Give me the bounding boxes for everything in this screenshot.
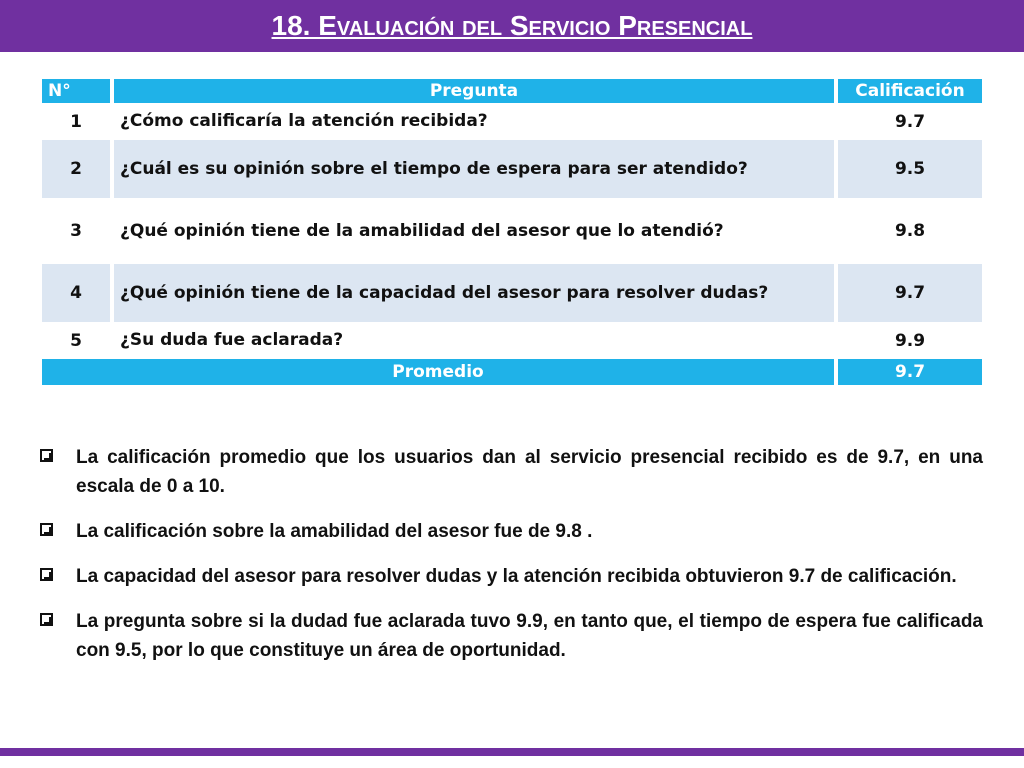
bullet-text: La calificación sobre la amabilidad del asesor fue de 9.8 .	[76, 521, 593, 542]
header-number: N°	[42, 79, 110, 103]
findings-list	[38, 443, 983, 681]
row-score: 9.7	[838, 107, 982, 136]
average-label: Promedio	[42, 359, 834, 385]
average-score: 9.7	[838, 359, 982, 385]
slide-title: 18. Evaluación del Servicio Presencial	[271, 10, 753, 41]
table-row	[42, 264, 982, 322]
row-score: 9.8	[838, 202, 982, 260]
header-question: Pregunta	[114, 79, 834, 103]
table-row	[42, 326, 982, 355]
row-number: 5	[42, 326, 110, 355]
table-header-row	[42, 79, 982, 103]
table-row	[42, 202, 982, 260]
header-score: Calificación	[838, 79, 982, 103]
row-number: 3	[42, 202, 110, 260]
row-question: ¿Cuál es su opinión sobre el tiempo de espera para ser atendido?	[114, 140, 834, 198]
row-question: ¿Qué opinión tiene de la amabilidad del asesor que lo atendió?	[114, 202, 834, 260]
row-number: 4	[42, 264, 110, 322]
average-row	[42, 359, 982, 385]
row-question: ¿Su duda fue aclarada?	[114, 326, 834, 355]
checkbox-bullet-icon	[40, 613, 53, 626]
list-item	[38, 517, 983, 546]
row-score: 9.9	[838, 326, 982, 355]
footer-bar	[0, 748, 1024, 756]
bullet-text: La calificación promedio que los usuarios dan al servicio presencial recibido es de 9.7, en una escala de 0 a 10.	[76, 447, 983, 497]
bullet-text: La capacidad del asesor para resolver dudas y la atención recibida obtuvieron 9.7 de calificación.	[76, 566, 957, 587]
table-row	[42, 140, 982, 198]
list-item	[38, 607, 983, 665]
survey-table-container	[38, 75, 986, 389]
list-item	[38, 443, 983, 501]
row-number: 1	[42, 107, 110, 136]
list-item	[38, 562, 983, 591]
survey-table	[38, 75, 986, 389]
checkbox-bullet-icon	[40, 568, 53, 581]
row-number: 2	[42, 140, 110, 198]
checkbox-bullet-icon	[40, 449, 53, 462]
row-score: 9.5	[838, 140, 982, 198]
row-question: ¿Cómo calificaría la atención recibida?	[114, 107, 834, 136]
bullet-text: La pregunta sobre si la dudad fue aclarada tuvo 9.9, en tanto que, el tiempo de espera fue calificada con 9.5, por lo que constituye un área de oportunidad.	[76, 611, 983, 661]
row-score: 9.7	[838, 264, 982, 322]
table-row	[42, 107, 982, 136]
row-question: ¿Qué opinión tiene de la capacidad del asesor para resolver dudas?	[114, 264, 834, 322]
checkbox-bullet-icon	[40, 523, 53, 536]
